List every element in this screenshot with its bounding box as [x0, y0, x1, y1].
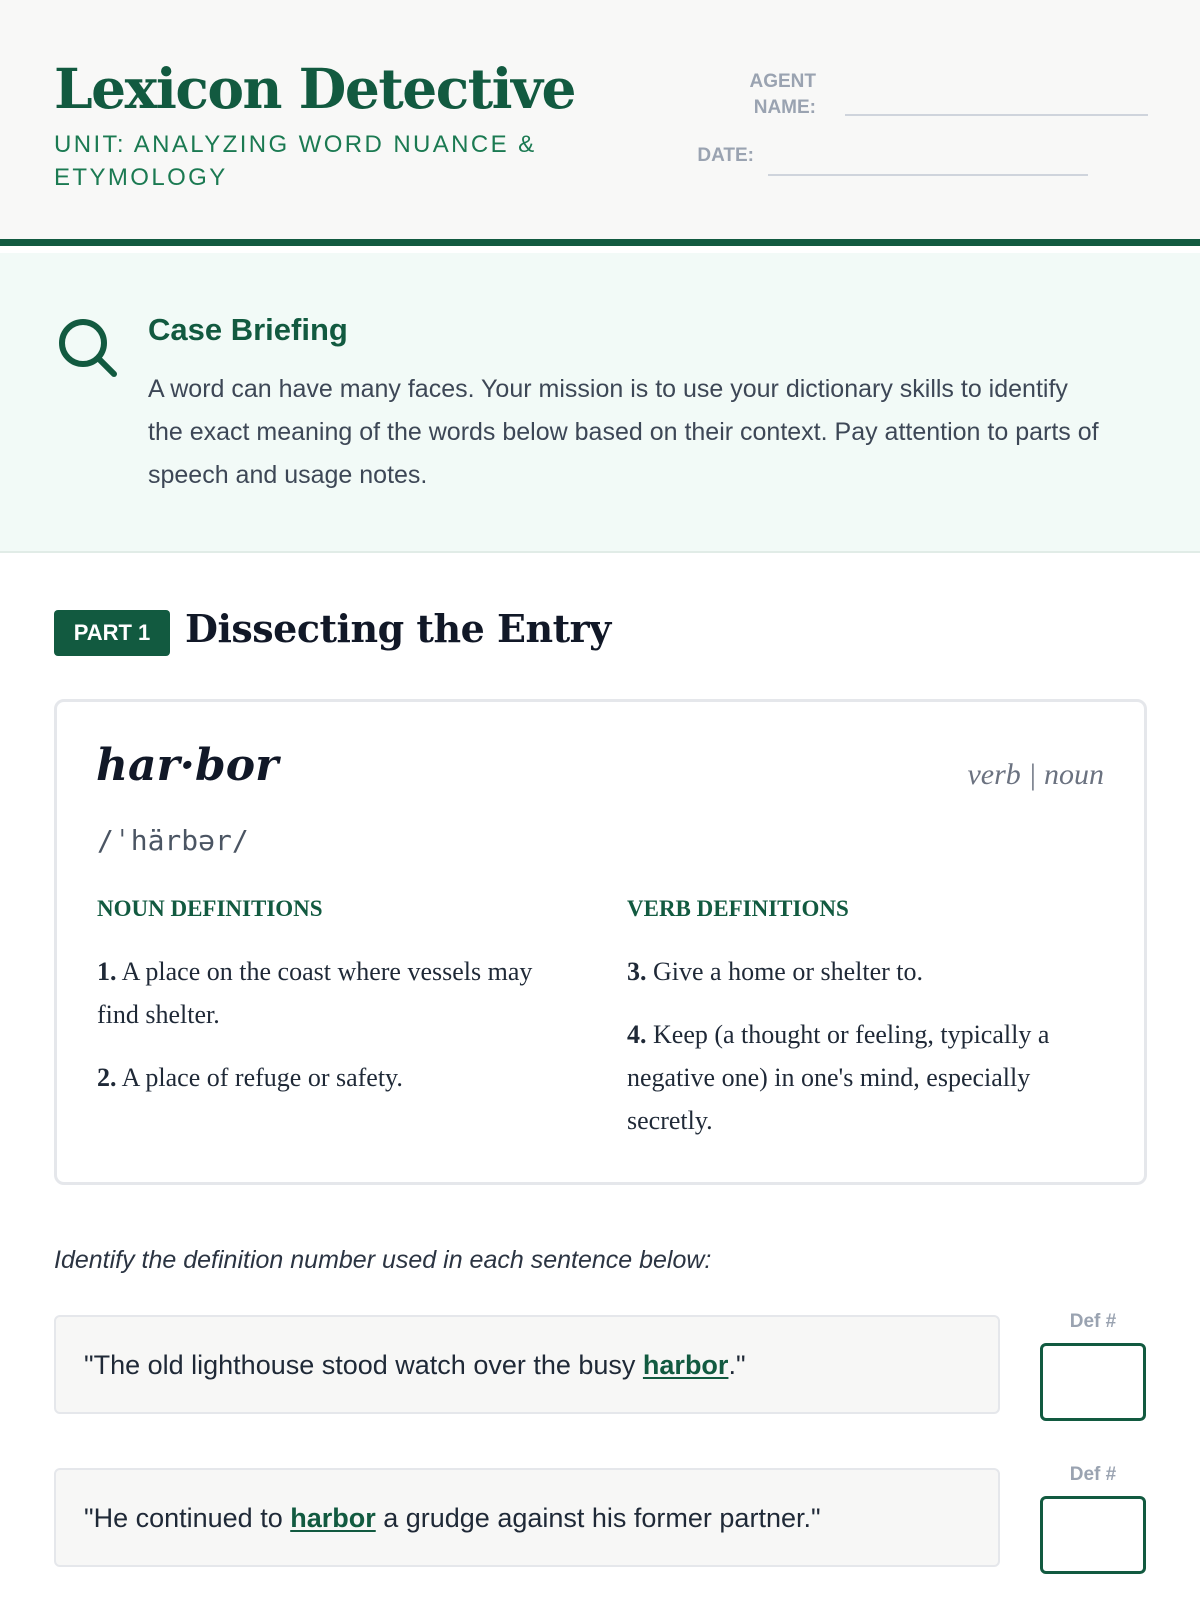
sentence-card: [54, 1468, 1000, 1567]
verb-definitions-list: [627, 950, 1097, 1162]
date-field[interactable]: [768, 174, 1088, 176]
sentence-card: [54, 1315, 1000, 1414]
briefing-title: Case Briefing: [148, 312, 348, 347]
definition-text: A place of refuge or safety.: [121, 1063, 403, 1092]
definition-item: [97, 1056, 567, 1099]
def-number-label: Def #: [1069, 1464, 1117, 1485]
agent-name-label: [730, 69, 816, 121]
instruction-text: Identify the definition number used in each sentence below:: [54, 1246, 712, 1274]
agent-name-label-line1: AGENT: [749, 71, 816, 92]
sentence-after: a grudge against his former partner.": [375, 1503, 821, 1533]
def-number-label: Def #: [1069, 1311, 1117, 1332]
definition-number: 2.: [97, 1063, 117, 1092]
definition-item: [97, 950, 567, 1036]
def-number-input[interactable]: [1040, 1343, 1146, 1421]
worksheet-header: [0, 0, 1200, 246]
unit-subtitle: UNIT: ANALYZING WORD NUANCE & ETYMOLOGY: [54, 131, 537, 191]
headword: har·bor: [96, 740, 279, 791]
noun-definitions-heading: NOUN DEFINITIONS: [97, 896, 323, 921]
noun-definitions-list: [97, 950, 567, 1119]
target-word: harbor: [642, 1350, 729, 1380]
parts-of-speech: verb | noun: [967, 758, 1104, 791]
definition-number: 3.: [627, 957, 647, 986]
agent-name-field[interactable]: [845, 114, 1148, 116]
agent-name-label-line2: NAME:: [753, 97, 816, 118]
sentence-text: [84, 1503, 821, 1534]
definition-item: [627, 950, 1097, 993]
worksheet-title: Lexicon Detective: [54, 56, 575, 121]
definition-number: 4.: [627, 1020, 647, 1049]
sentence-before: "The old lighthouse stood watch over the busy: [84, 1350, 643, 1380]
target-word: harbor: [290, 1503, 376, 1533]
definition-text: Keep (a thought or feeling, typically a negative one) in one's mind, especially secretly.: [627, 1020, 1050, 1135]
sentence-before: "He continued to: [84, 1503, 291, 1533]
pronunciation: /ˈhärbər/: [97, 824, 249, 857]
definition-item: [627, 1013, 1097, 1142]
part-badge: PART 1: [54, 610, 170, 656]
def-number-input[interactable]: [1040, 1496, 1146, 1574]
part-title: Dissecting the Entry: [185, 606, 611, 651]
definition-number: 1.: [97, 957, 117, 986]
sentence-text: [84, 1350, 746, 1381]
briefing-text: A word can have many faces. Your mission is to use your dictionary skills to identify the exact meaning of the words below based on their context. Pay attention to parts of speech and usage notes.: [148, 375, 1099, 489]
definition-text: Give a home or shelter to.: [653, 957, 924, 986]
verb-definitions-heading: VERB DEFINITIONS: [627, 896, 849, 921]
date-label: DATE:: [697, 145, 754, 166]
sentence-after: .": [728, 1350, 746, 1380]
definition-text: A place on the coast where vessels may find shelter.: [97, 957, 533, 1029]
magnifying-glass-icon: [56, 316, 118, 378]
